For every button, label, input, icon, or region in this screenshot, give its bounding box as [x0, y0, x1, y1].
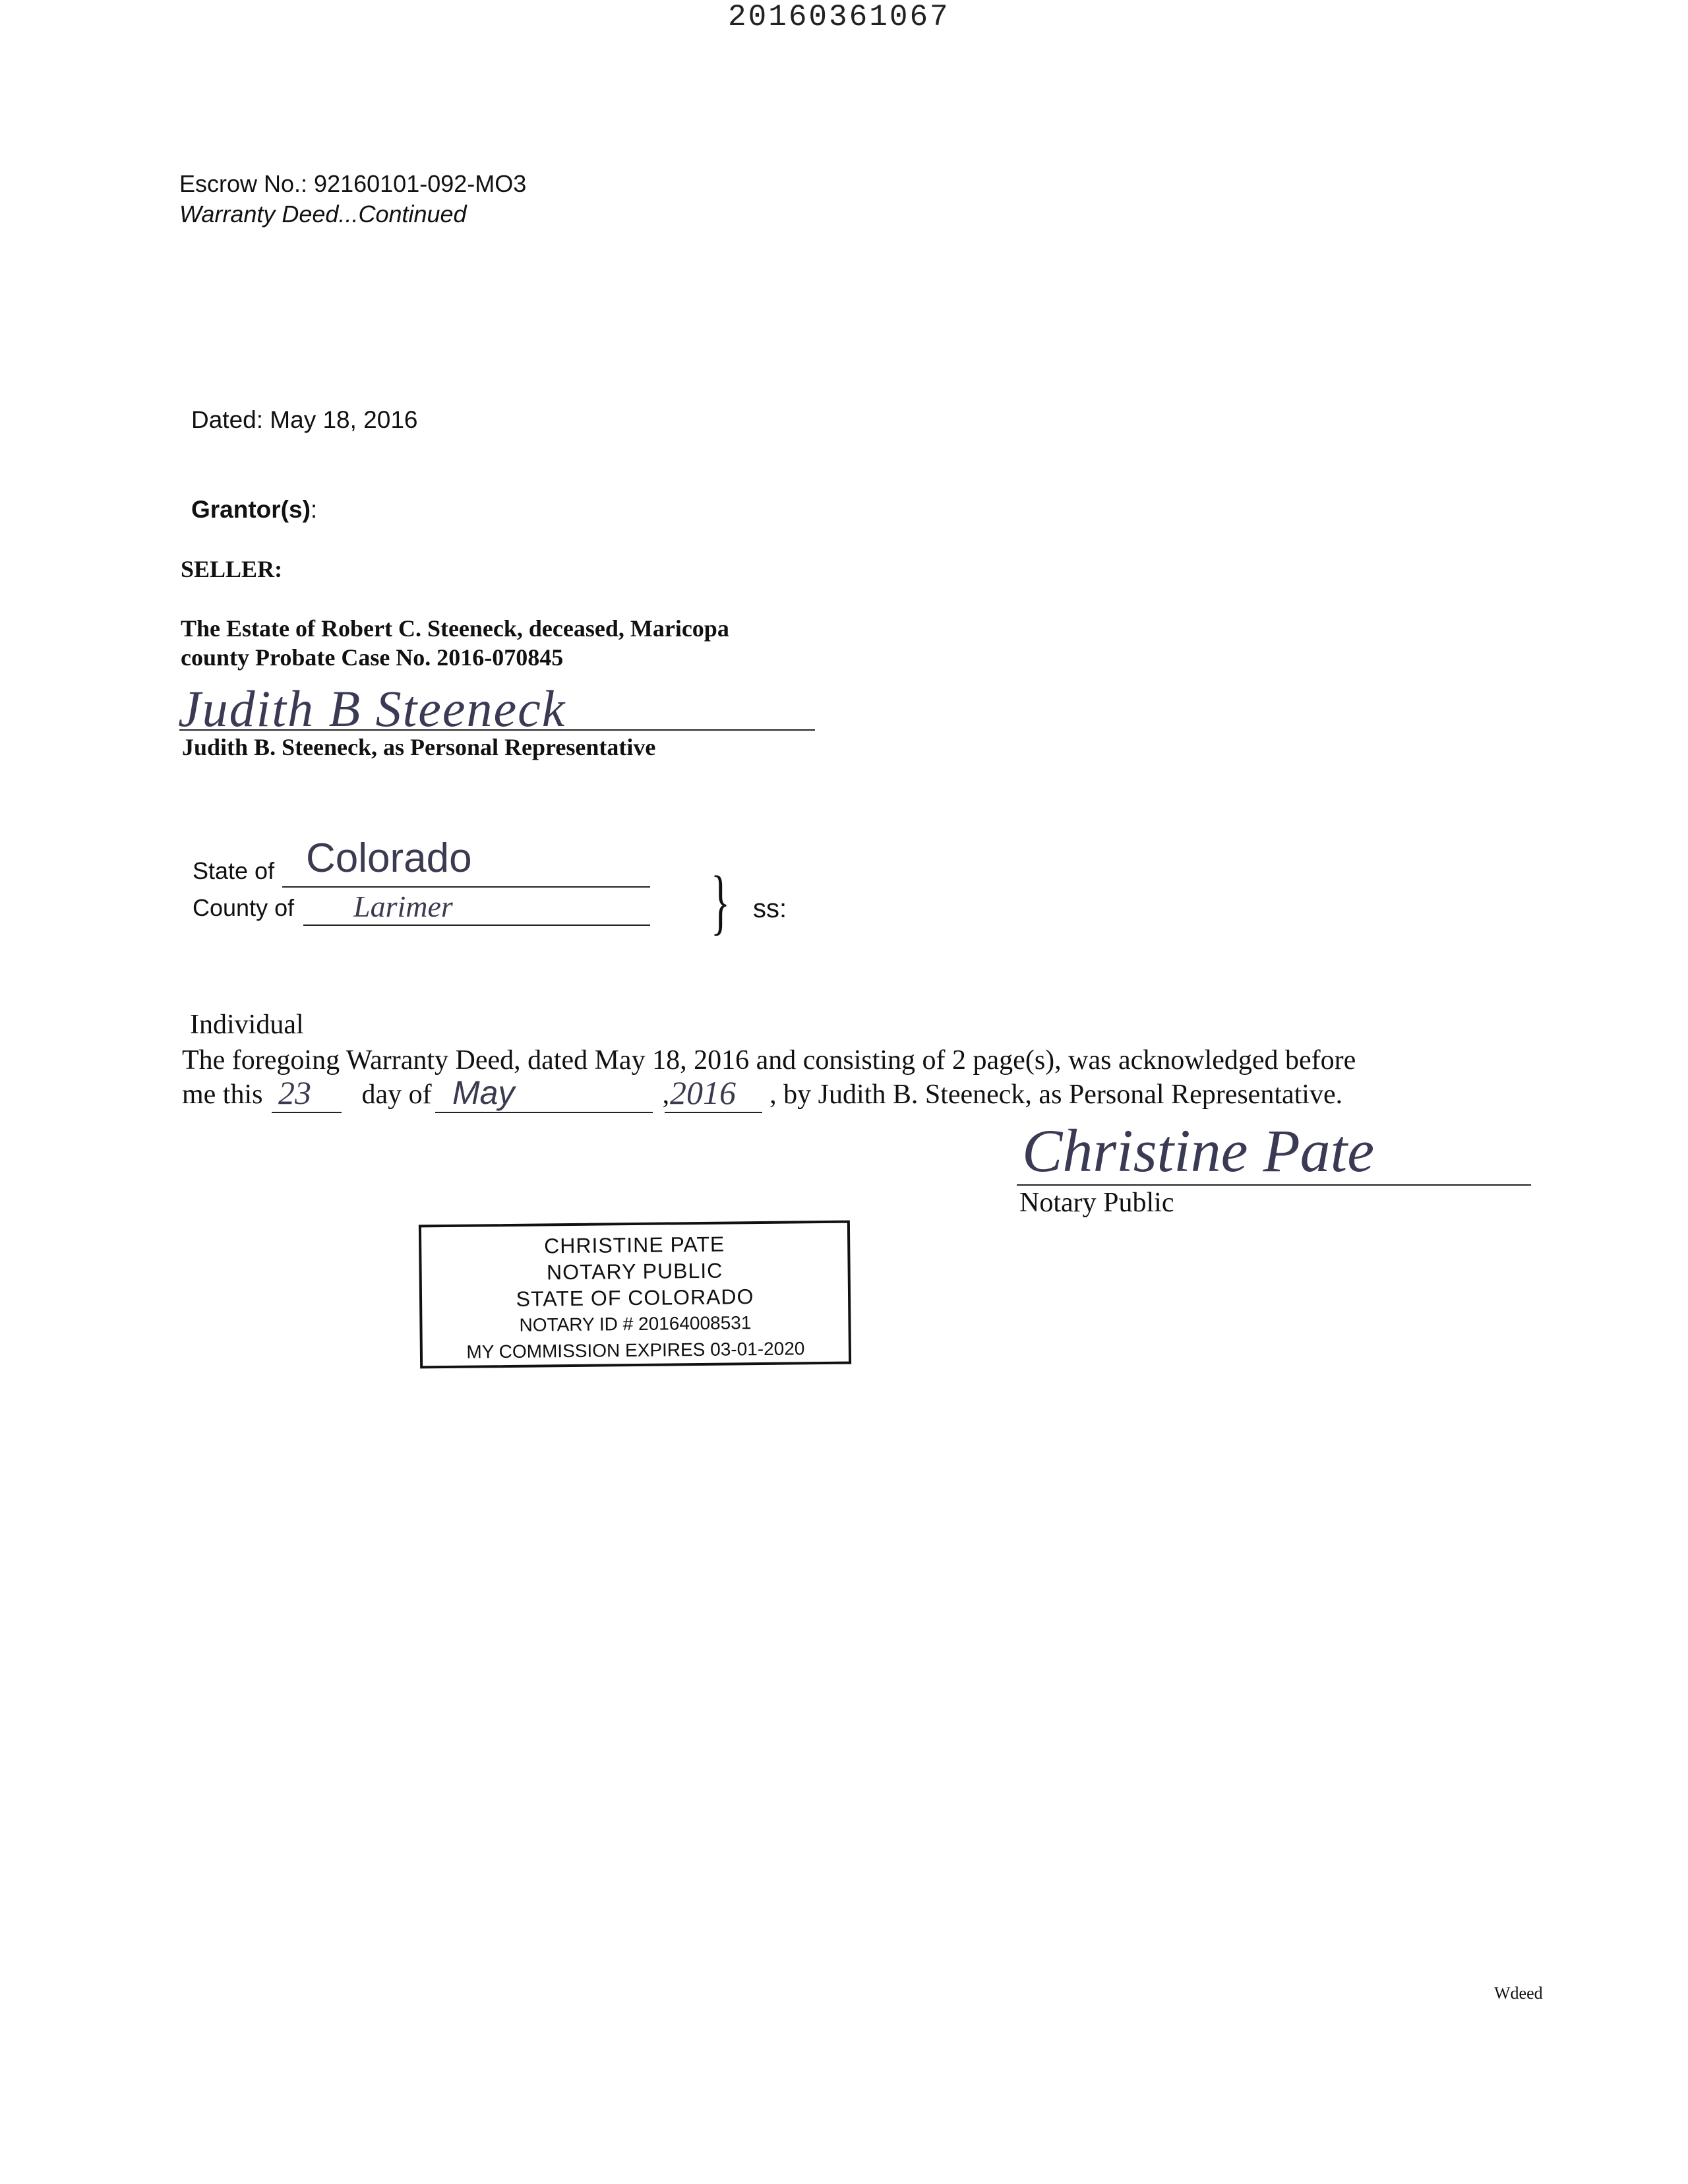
acknowledgment-line-2	[182, 1079, 1342, 1110]
acknowledgment-line-1: The foregoing Warranty Deed, dated May 18, 2016 and consisting of 2 page(s), was acknowledged before	[182, 1045, 1356, 1076]
stamp-expiration: MY COMMISSION EXPIRES 03-01-2020	[466, 1338, 805, 1362]
notary-stamp	[419, 1221, 851, 1369]
stamp-title: NOTARY PUBLIC	[546, 1258, 723, 1285]
ack-suffix: , by Judith B. Steeneck, as Personal Representative.	[769, 1079, 1343, 1110]
stamp-state: STATE OF COLORADO	[516, 1285, 754, 1311]
grantor-signature: Judith B Steeneck	[178, 680, 566, 737]
notary-signature-line	[1017, 1184, 1531, 1186]
notary-signature: Christine Pate	[1022, 1117, 1375, 1184]
venue-brace: }	[711, 861, 731, 942]
state-underline	[282, 886, 650, 888]
county-underline	[303, 925, 650, 926]
footer-form-code: Wdeed	[1494, 1984, 1543, 2003]
ack-month-underline	[435, 1112, 653, 1113]
county-value: Larimer	[353, 890, 453, 923]
ack-month-value: May	[452, 1074, 515, 1111]
grantor-label: Grantor(s)	[191, 496, 311, 523]
seller-heading: SELLER:	[181, 556, 283, 582]
state-label: State of	[193, 857, 275, 884]
stamp-notary-id: NOTARY ID # 20164008531	[519, 1312, 752, 1335]
grantor-signature-caption: Judith B. Steeneck, as Personal Representative	[182, 734, 656, 760]
estate-line-1: The Estate of Robert C. Steeneck, deceased, Maricopa	[181, 615, 729, 642]
state-value: Colorado	[306, 835, 472, 881]
ack-day-underline	[272, 1112, 342, 1113]
estate-line-2: county Probate Case No. 2016-070845	[181, 644, 564, 671]
document-continued-label: Warranty Deed...Continued	[179, 200, 467, 228]
ack-prefix: me this	[182, 1079, 263, 1110]
ack-day-value: 23	[278, 1074, 311, 1111]
notary-caption: Notary Public	[1019, 1188, 1174, 1218]
ack-year-value: 2016	[670, 1074, 736, 1111]
ack-day-of: day of	[361, 1079, 432, 1110]
dated-line: Dated: May 18, 2016	[191, 406, 418, 433]
escrow-number: Escrow No.: 92160101-092-MO3	[179, 170, 527, 197]
ack-year-underline	[665, 1112, 762, 1113]
ack-comma: ,	[662, 1079, 670, 1110]
recording-number: 20160361067	[728, 0, 950, 34]
grantor-signature-line	[179, 729, 815, 731]
acknowledgment-heading: Individual	[190, 1010, 304, 1040]
ss-label: ss:	[753, 894, 787, 923]
grantor-heading: Grantor(s):	[191, 496, 318, 523]
county-label: County of	[193, 894, 295, 921]
stamp-name: CHRISTINE PATE	[543, 1232, 725, 1258]
